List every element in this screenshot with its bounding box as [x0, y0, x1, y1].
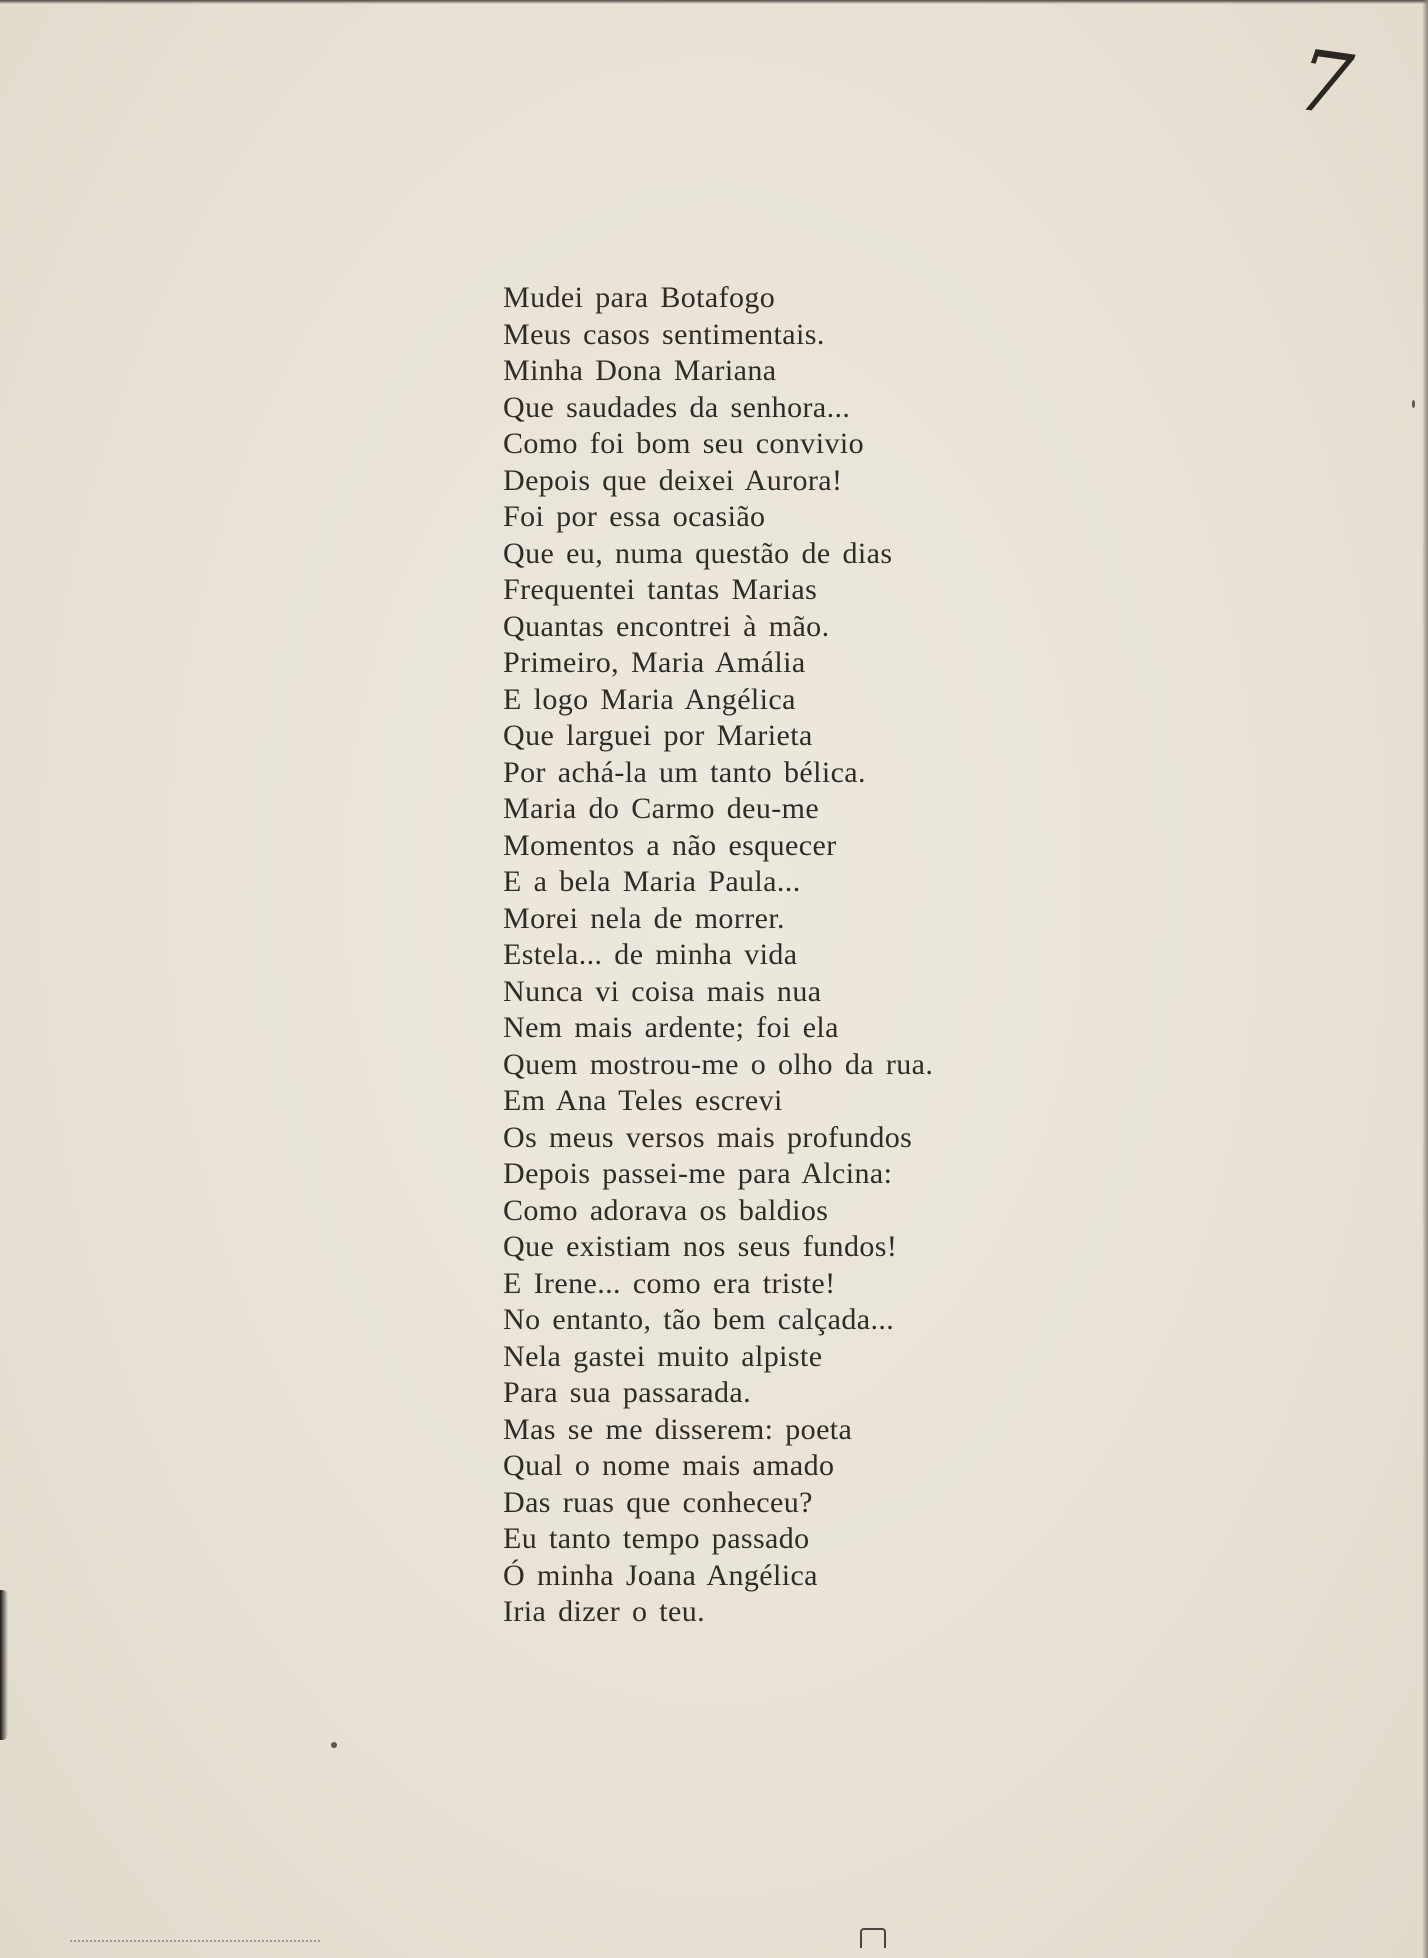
poem-line: Como adorava os baldios — [503, 1193, 829, 1227]
poem-line: Das ruas que conheceu? — [503, 1485, 813, 1519]
poem-line: Ó minha Joana Angélica — [503, 1558, 818, 1592]
poem-line: Qual o nome mais amado — [503, 1449, 835, 1482]
poem-line: Primeiro, Maria Amália — [503, 646, 806, 679]
poem-line: Foi por essa ocasião — [503, 500, 766, 533]
poem-line: Para sua passarada. — [503, 1376, 751, 1409]
poem-line: Que existiam nos seus fundos! — [503, 1230, 898, 1263]
poem-line: Quantas encontrei à mão. — [503, 609, 830, 643]
bottom-ink-mark — [860, 1928, 886, 1948]
poem-line: Nela gastei muito alpiste — [503, 1339, 823, 1373]
poem-line: Eu tanto tempo passado — [503, 1522, 810, 1555]
poem-line: Nunca vi coisa mais nua — [503, 974, 822, 1008]
poem-line: Quem mostrou-me o olho da rua. — [503, 1047, 934, 1081]
poem-line: Nem mais ardente; foi ela — [503, 1011, 839, 1044]
poem-line: Iria dizer o teu. — [503, 1595, 706, 1628]
poem-line: Meus casos sentimentais. — [503, 317, 825, 351]
poem-line: Frequentei tantas Marias — [503, 573, 818, 606]
poem-line: Em Ana Teles escrevi — [503, 1084, 783, 1117]
poem-line: Mas se me disserem: poeta — [503, 1412, 853, 1446]
page-top-edge — [0, 0, 1428, 4]
poem-line: Depois passei-me para Alcina: — [503, 1157, 893, 1190]
poem-line: Depois que deixei Aurora! — [503, 463, 843, 497]
poem-line: No entanto, tão bem calçada... — [503, 1303, 895, 1336]
poem-line: E a bela Maria Paula... — [503, 865, 801, 898]
poem-line: Maria do Carmo deu-me — [503, 792, 820, 825]
poem-line: Morei nela de morrer. — [503, 901, 785, 935]
bottom-pencil-trace — [70, 1940, 320, 1956]
poem-line: Que eu, numa questão de dias — [503, 536, 893, 570]
poem-line: Momentos a não esquecer — [503, 828, 837, 862]
poem-line: E logo Maria Angélica — [503, 682, 796, 716]
handwritten-page-number: 7 — [1291, 30, 1359, 136]
paper-speck — [1412, 400, 1415, 408]
page-right-edge — [1422, 0, 1428, 1958]
poem-line: Que saudades da senhora... — [503, 390, 851, 424]
poem-line: Estela... de minha vida — [503, 938, 798, 971]
poem-line: Como foi bom seu convivio — [503, 427, 864, 460]
poem-text — [503, 280, 933, 1631]
poem-line: Os meus versos mais profundos — [503, 1120, 913, 1154]
poem-line: Por achá-la um tanto bélica. — [503, 755, 866, 789]
poem-line: E Irene... como era triste! — [503, 1266, 836, 1300]
poem-line: Que larguei por Marieta — [503, 719, 813, 752]
poem-line: Minha Dona Mariana — [503, 354, 777, 387]
binding-shadow — [0, 1590, 8, 1740]
paper-speck — [331, 1742, 337, 1748]
poem-line: Mudei para Botafogo — [503, 281, 776, 314]
